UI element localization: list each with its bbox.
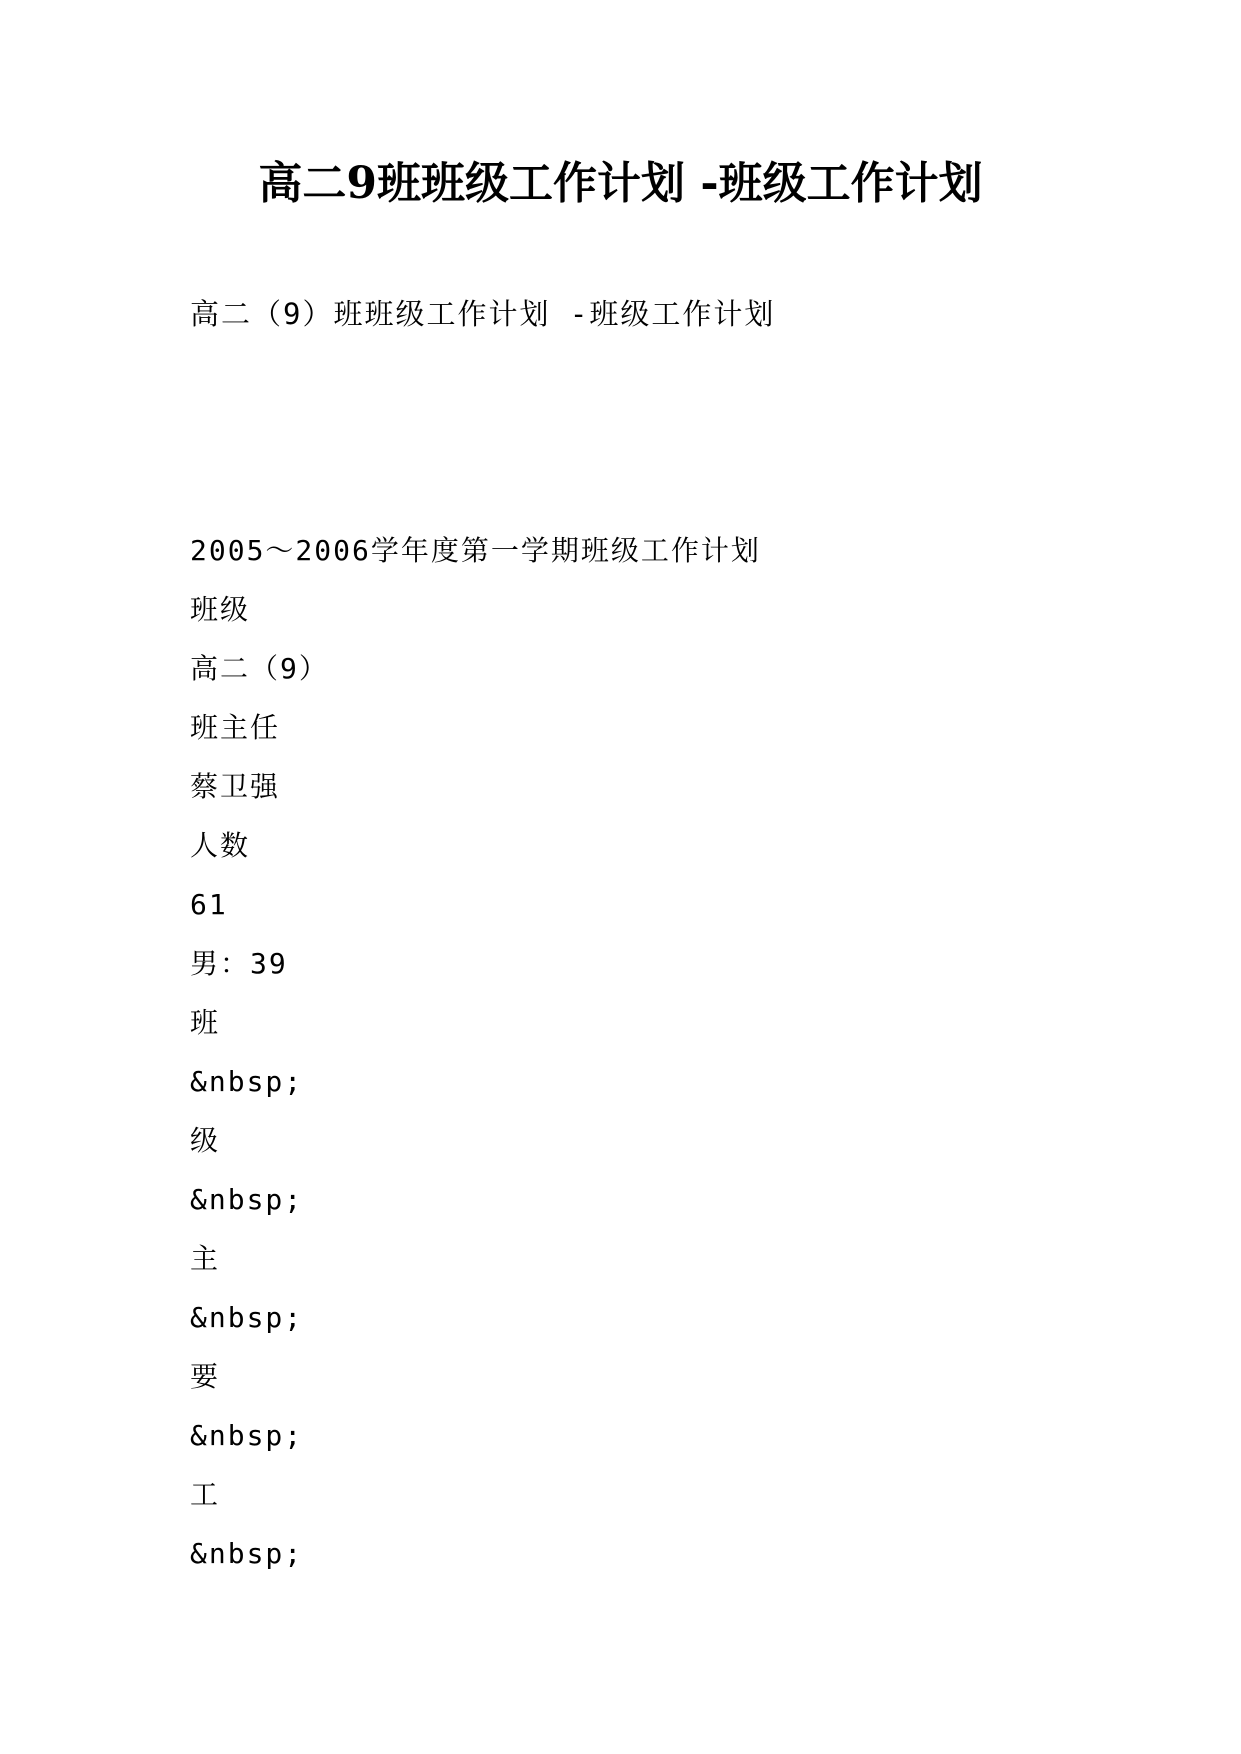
body-line: 高二（9） bbox=[190, 652, 329, 685]
body-line: &nbsp; bbox=[190, 1537, 304, 1570]
body-line: 男：39 bbox=[190, 947, 288, 980]
body-line: &nbsp; bbox=[190, 1419, 304, 1452]
body-line: 级 bbox=[190, 1124, 221, 1157]
body-line: 61 bbox=[190, 888, 228, 921]
document-title: 高二9班班级工作计划 -班级工作计划 bbox=[258, 158, 983, 209]
body-line: &nbsp; bbox=[190, 1065, 304, 1098]
body-line: 2005～2006学年度第一学期班级工作计划 bbox=[190, 534, 761, 567]
body-line: 班级 bbox=[190, 593, 251, 626]
document-subtitle: 高二（9）班班级工作计划 -班级工作计划 bbox=[190, 297, 776, 331]
document-body bbox=[190, 530, 761, 1592]
body-line: 蔡卫强 bbox=[190, 770, 281, 803]
body-line: 班主任 bbox=[190, 711, 281, 744]
body-line: 要 bbox=[190, 1360, 221, 1393]
body-line: 主 bbox=[190, 1242, 221, 1275]
body-line: &nbsp; bbox=[190, 1183, 304, 1216]
body-line: 人数 bbox=[190, 829, 251, 862]
body-line: &nbsp; bbox=[190, 1301, 304, 1334]
body-line: 班 bbox=[190, 1006, 221, 1039]
body-line: 工 bbox=[190, 1478, 221, 1511]
